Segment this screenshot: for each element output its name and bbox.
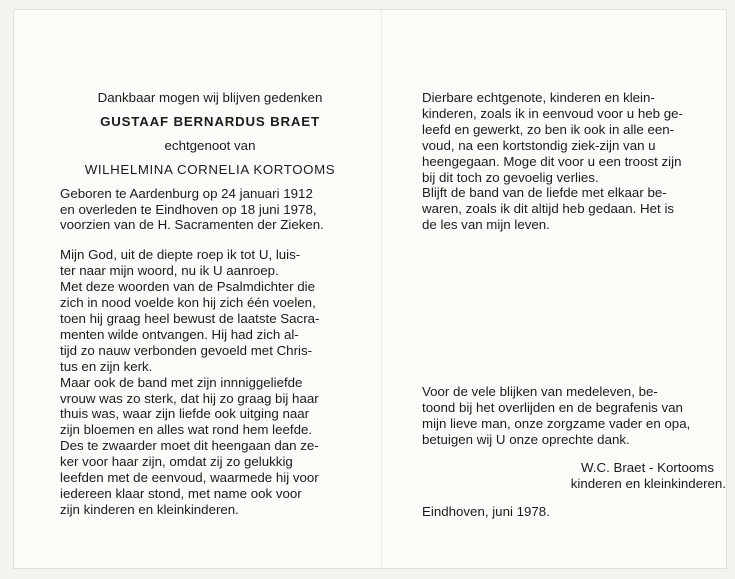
text-line: ter naar mijn woord, nu ik U aanroep. xyxy=(60,263,279,279)
right-panel xyxy=(422,90,726,520)
tribute-block xyxy=(60,279,360,518)
text-line: leefden met de eenvoud, waarmede hij voor xyxy=(60,470,319,486)
spouse-name: WILHELMINA CORNELIA KORTOOMS xyxy=(84,161,336,177)
text-line: de les van mijn leven. xyxy=(422,217,550,233)
text-line: tijd zo nauw verbonden gevoeld met Chris- xyxy=(60,342,313,358)
text-line: thuis was, waar zijn liefde ook uitging naar xyxy=(60,406,310,422)
text-line: vrouw was zo sterk, dat hij zo graag bij haar xyxy=(60,390,319,406)
text-line: Dierbare echtgenote, kinderen en klein- xyxy=(422,90,655,105)
text-line: Des te zwaarder moet dit heengaan dan ze- xyxy=(60,438,319,454)
text-line: voud, na een kortstondig ziek-zijn van u xyxy=(422,137,656,153)
text-line: Geboren te Aardenburg op 24 januari 1912 xyxy=(60,185,313,201)
text-line: Voor de vele blijken van medeleven, be- xyxy=(422,384,658,400)
text-line: tus en zijn kerk. xyxy=(60,358,153,374)
farewell-message xyxy=(422,90,726,233)
deceased-name: GUSTAAF BERNARDUS BRAET xyxy=(100,113,320,129)
text-line: voorzien van de H. Sacramenten der Zieken. xyxy=(60,217,324,233)
text-line: mijn lieve man, onze zorgzame vader en opa, xyxy=(422,415,691,431)
text-line: zich in nood voelde kon hij zich één voelen, xyxy=(60,295,316,311)
text-line: toen hij graag heel bewust de laatste Sacra- xyxy=(60,310,320,326)
birth-death-block xyxy=(60,186,360,234)
text-line: Blijft de band van de liefde met elkaar be- xyxy=(422,185,667,201)
text-line: zijn bloemen en alles wat rond hem leefde. xyxy=(60,422,313,438)
text-line: kinderen, zoals ik in eenvoud voor u heb ge- xyxy=(422,105,683,121)
text-line: en overleden te Eindhoven op 18 juni 1978, xyxy=(60,201,317,217)
text-line: waren, zoals ik dit altijd heb gedaan. Het is xyxy=(422,201,675,217)
text-line: iedereen klaar stond, met name ook voor xyxy=(60,485,302,501)
place-date: Eindhoven, juni 1978. xyxy=(422,503,550,519)
text-line: Met deze woorden van de Psalmdichter die xyxy=(60,279,315,295)
text-line: Maar ook de band met zijn innniggeliefde xyxy=(60,374,303,390)
text-line: bij dit toch zo gevoelig verlies. xyxy=(422,169,599,185)
text-line: zijn kinderen en kleinkinderen. xyxy=(60,501,239,517)
fold-line xyxy=(381,10,382,568)
intro-line: Dankbaar mogen wij blijven gedenken xyxy=(97,90,323,105)
signature-name: W.C. Braet - Kortooms xyxy=(580,459,714,475)
text-line: heengegaan. Moge dit voor u een troost zijn xyxy=(422,153,682,169)
left-panel xyxy=(60,90,360,518)
thanks-block xyxy=(422,384,726,448)
text-line: toond bij het overlijden en de begrafenis van xyxy=(422,400,683,416)
text-line: ker voor haar zijn, omdat zij zo gelukkig xyxy=(60,454,293,470)
text-line: Mijn God, uit de diepte roep ik tot U, luis- xyxy=(60,247,301,263)
text-line: menten wilde ontvangen. Hij had zich al- xyxy=(60,326,299,342)
prayer-block xyxy=(60,247,360,279)
text-line: betuigen wij U onze oprechte dank. xyxy=(422,431,630,447)
memorial-card xyxy=(14,10,726,568)
text-line: leefd en gewerkt, zo ben ik ook in alle een- xyxy=(422,121,675,137)
relation-line: echtgenoot van xyxy=(164,137,256,153)
signature-family: kinderen en kleinkinderen. xyxy=(570,475,726,491)
